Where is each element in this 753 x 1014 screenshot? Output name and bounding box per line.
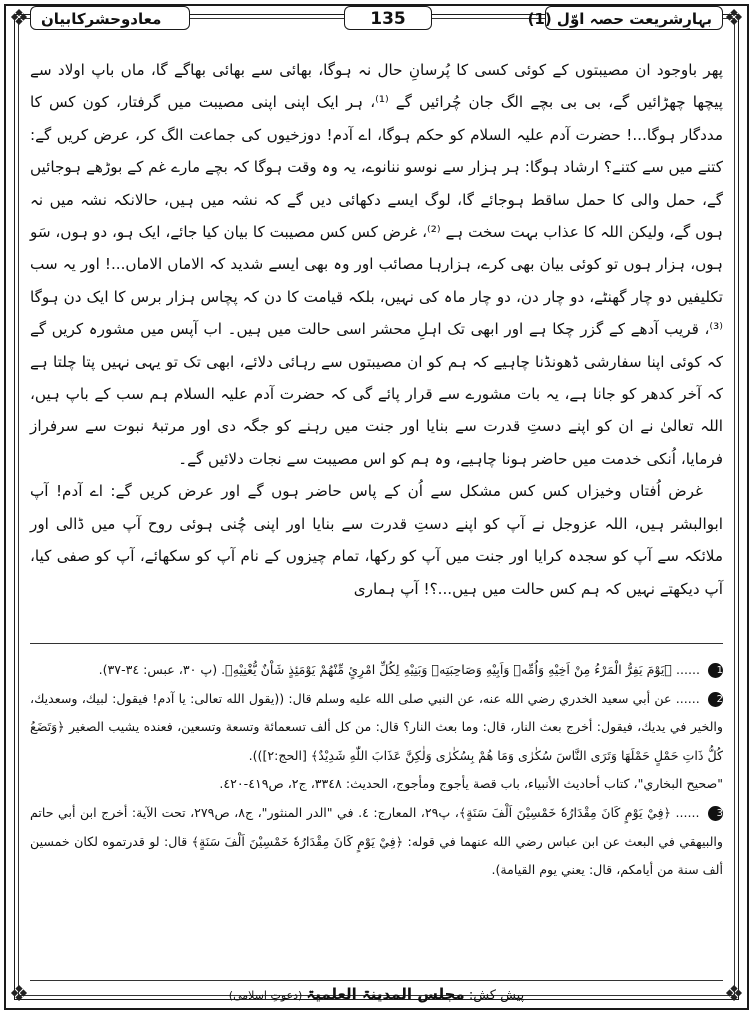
footnote-text: ...... عن أبي سعيد الخدري رضي الله عنه، عن النبي صلى الله عليه وسلم قال: ((يقول الله تعالى: يا آدم! فيقول: لبيك، وسعديك، والخير في يديك، فيقول: أخرج بعث النار، قال: وما بعث النار؟ قال: من كل ألف تسعمائة وتسعة وتسعين، فعنده يشيب الصغير ﴿وَتَضَعُ كُلُّ ذَاتِ حَمْلٍ حَمْلَهَا وَتَرَى النَّاسَ سُكٰرٰى وَمَا هُمْ بِسُكٰرٰى وَلٰكِنَّ عَذَابَ اللّٰهِ شَدِيْدٌ﴾ [الحج:٢])). — [30, 690, 723, 763]
footnote-number: 1 — [708, 663, 723, 678]
footer-organization: (دعوتِ اسلامی) — [228, 989, 303, 1002]
page-footer — [0, 982, 753, 1006]
paragraph: پھر باوجود ان مصیبتوں کے کوئی کسی کا پُرسانِ حال نہ ہوگا، بھائی سے بھائی بھاگے گا، ماں باپ اولاد سے پیچھا چھڑائیں گے، بی بی بچے الگ جان چُرائیں گے ⁽¹⁾، ہر ایک اپنی اپنی مصیبت میں گرفتار، کون کس کا مددگار ہوگا...! حضرت آدم علیہ السلام کو حکم ہوگا، اے آدم! دوزخیوں کی جماعت الگ کر، عرض کریں گے: کتنے میں سے کتنے؟ ارشاد ہوگا: ہر ہزار سے نوسو ننانوے، یہ وہ وقت ہوگا کہ بچے مارے غم کے بوڑھے ہوجائیں گے، حمل والی کا حمل ساقط ہوجائے گا، لوگ ایسے دکھائی دیں گے کہ نشہ میں ہیں، حالانکہ نشہ میں نہ ہوں گے، ولیکن اللہ کا عذاب بہت سخت ہے ⁽²⁾، غرض کس کس مصیبت کا بیان کیا جائے، ایک ہو، دو ہوں، سَو ہوں، ہزار ہوں تو کوئی بیان بھی کرے، ہزارہا مصائب اور وہ بھی ایسے شدید کہ الاماں الاماں...! اور یہ سب تکلیفیں دو چار گھنٹے، دو چار دن، دو چار ماہ کی نہیں، بلکہ قیامت کا دن کہ پچاس ہزار برس کا ایک دن ہوگا ⁽³⁾، قریب آدھے کے گزر چکا ہے اور ابھی تک اہلِ محشر اسی حالت میں ہیں۔ اب آپس میں مشورہ کریں گے کہ کوئی اپنا سفارشی ڈھونڈنا چاہیے کہ ہم کو ان مصیبتوں سے رہائی دلائے، ابھی تک تو یہی نہیں پتا چلتا ہے کہ آخر کدھر کو جانا ہے، یہ بات مشورے سے قرار پائے گی کہ حضرت آدم علیہ السلام ہم سب کے باپ ہیں، اللہ تعالیٰ نے ان کو اپنے دستِ قدرت سے بنایا اور جنت میں رہنے کو جگہ دی اور مرتبۂ نبوت سے سرفراز فرمایا، اُنکی خدمت میں حاضر ہونا چاہیے، وہ ہم کو اس مصیبت سے نجات دلائیں گے۔ — [30, 61, 724, 468]
corner-ornament-top-left: ❖ — [9, 6, 29, 31]
main-text — [30, 54, 723, 605]
book-title: بہارِشریعت حصہ اوّل (1) — [545, 6, 723, 30]
footnote-source: "صحيح البخاري"، كتاب أحاديث الأنبياء، باب قصة يأجوج ومأجوج، الحديث: ٣٣٤٨، ج٢، ص٤١٩-٤٢٠. — [219, 776, 723, 792]
footnote-text: ...... ﴿يَوْمَ يَفِرُّ الْمَرْءُ مِنْ اَخِيْهِ وَاُمِّهٖ وَاَبِيْهِ وَصَاحِبَتِهٖ وَبَنِيْهِ لِكُلِّ امْرِئٍ مِّنْهُمْ يَوْمَئِذٍ شَاْنٌ يُّغْنِيْهِ﴾. (پ ٣٠، عبس: ٣٤-٣٧). — [98, 662, 700, 677]
footnote-2 — [30, 685, 723, 771]
footer-divider — [30, 980, 723, 981]
footnote-2-source — [30, 770, 723, 799]
footnote-3 — [30, 799, 723, 885]
paragraph: غرض اُفتاں وخیزاں کس کس مشکل سے اُن کے پاس حاضر ہوں گے اور عرض کریں گے: اے آدم! آپ ابوالبشر ہیں، اللہ عزوجل نے آپ کو اپنے دستِ قدرت سے بنایا اور اپنی چُنی ہوئی روح آپ میں ڈالی اور ملائکہ سے آپ کو سجدہ کرایا اور جنت میں آپ کو رکھا، تمام چیزوں کے نام آپ کو سکھائے، آپ کو صفی کیا، آپ دیکھتے نہیں کہ ہم کس حالت میں ہیں...؟! آپ ہماری — [30, 482, 723, 598]
footer-presented-by: پیش کش: — [468, 988, 525, 1003]
page-number: 135 — [344, 6, 432, 30]
page-header — [26, 6, 727, 32]
footnotes — [30, 656, 723, 885]
footer-publisher: مجلس المدینۃ العلمیۃ — [306, 985, 465, 1003]
footnote-number: 3 — [708, 806, 723, 821]
section-title: معادوحشرکابیان — [30, 6, 190, 30]
footnote-number: 2 — [708, 692, 723, 707]
corner-ornament-bottom-left: ❖ — [9, 982, 29, 1007]
corner-ornament-bottom-right: ❖ — [724, 982, 744, 1007]
footnote-1 — [30, 656, 723, 685]
footnote-divider — [30, 643, 723, 644]
corner-ornament-top-right: ❖ — [724, 6, 744, 31]
footnote-text: ...... ﴿فِيْ يَوْمٍ كَانَ مِقْدَارُهٗ خَمْسِيْنَ اَلْفَ سَنَةٍ﴾، پ٢٩، المعارج: ٤. في "الدر المنثور"، ج٨، ص٢٧٩، تحت الآية: أخرج ابن أبي حاتم والبيهقي في البعث عن ابن عباس رضي الله عنهما في قوله: ﴿فِيْ يَوْمٍ كَانَ مِقْدَارُهٗ خَمْسِيْنَ اَلْفَ سَنَةٍ﴾ قال: لو قدرتموه لكان خمسين ألف سنة من أيامكم، قال: يعني يوم القيامة). — [30, 804, 723, 878]
